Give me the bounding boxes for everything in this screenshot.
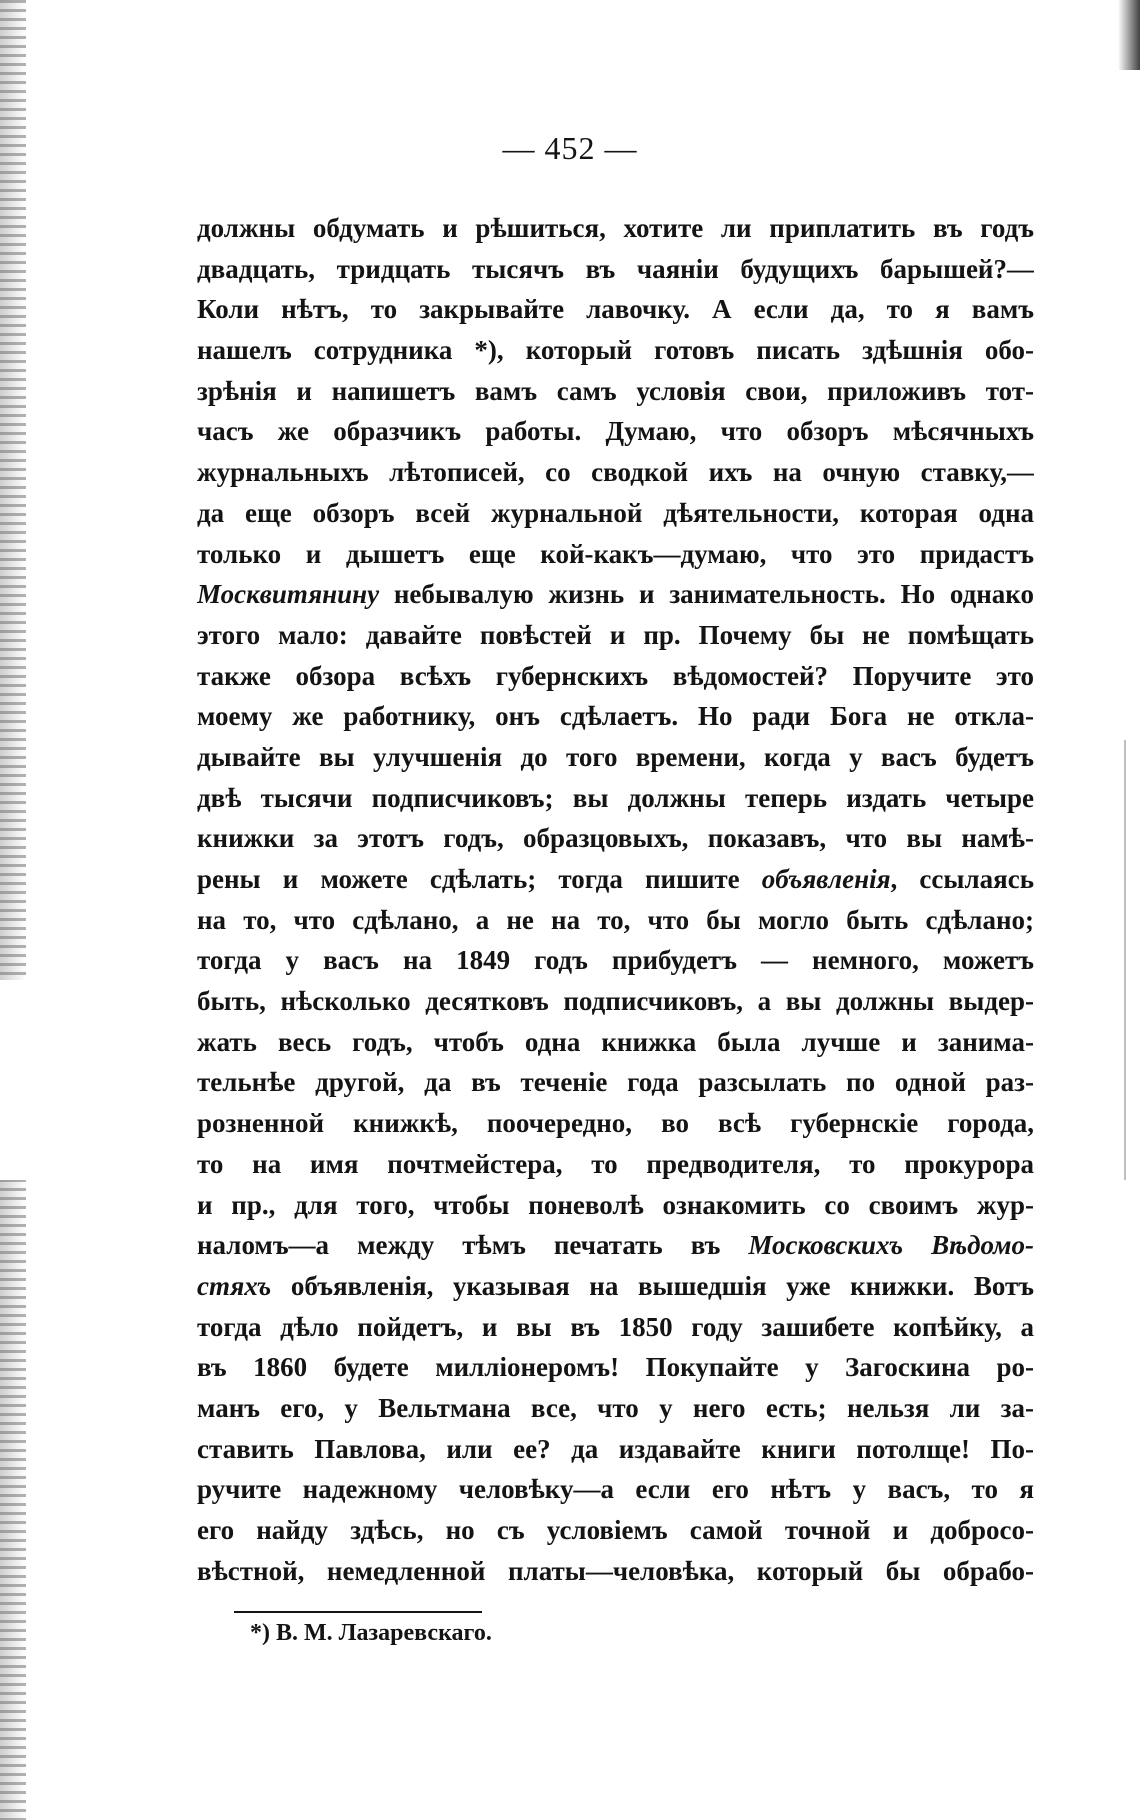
text-line (197, 1266, 1034, 1307)
text-run: должны обдумать и рѣшиться, хотите ли приплатить въ годъ (197, 213, 1034, 243)
italic-run: Московскихъ Вѣдомо- (748, 1230, 1034, 1261)
text-run: этого мало: давайте повѣстей и пр. Почему бы не помѣщать (197, 619, 1034, 650)
text-run: то на имя почтмейстера, то предводителя, то прокурора (197, 1148, 1034, 1179)
text-run: тогда дѣло пойдетъ, и вы въ 1850 году зашибете копѣйку, а (197, 1311, 1034, 1342)
text-line (197, 371, 1034, 412)
text-line (197, 534, 1034, 575)
text-line (197, 1388, 1034, 1429)
text-run: зрѣнія и напишетъ вамъ самъ условія свои, приложивъ тот- (197, 375, 1034, 406)
text-run: книжки за этотъ годъ, образцовыхъ, показавъ, что вы намѣ- (197, 823, 1034, 854)
text-run: на то, что сдѣлано, а не на то, что бы могло быть сдѣлано; (197, 904, 1034, 935)
text-line (197, 1469, 1034, 1510)
text-run: въ 1860 будете милліонеромъ! Покупайте у Загоскина ро- (197, 1352, 1034, 1383)
text-run: жать весь годъ, чтобъ одна книжка была лучше и занима- (197, 1026, 1034, 1057)
text-line (197, 1062, 1034, 1103)
italic-run: объявленія (761, 864, 891, 894)
text-line (197, 778, 1034, 819)
text-line (197, 1307, 1034, 1348)
text-run: часъ же образчикъ работы. Думаю, что обзоръ мѣсячныхъ (197, 416, 1034, 447)
footnote: *) В. М. Лазаревскаго. (250, 1620, 492, 1646)
text-run: и пр., для того, чтобы поневолѣ ознакомить со своимъ жур- (197, 1189, 1034, 1220)
text-line (197, 696, 1034, 737)
text-line (197, 940, 1034, 981)
text-line (197, 452, 1034, 493)
text-run: его найду здѣсь, но съ условіемъ самой точной и добросо- (197, 1515, 1034, 1545)
text-line (197, 859, 1034, 900)
text-run: объявленія, указывая на вышедшія уже книжки. Вотъ (271, 1270, 1034, 1301)
text-run: вѣстной, немедленной платы—человѣка, который бы обрабо- (197, 1555, 1034, 1586)
text-run: розненной книжкѣ, поочередно, во всѣ губернскіе города, (197, 1108, 1034, 1139)
text-run: быть, нѣсколько десятковъ подписчиковъ, а вы должны выдер- (197, 986, 1034, 1017)
text-line (197, 1185, 1034, 1226)
text-line (197, 208, 1034, 249)
scan-line-right (1124, 740, 1126, 1180)
page-number: — 452 — (502, 130, 638, 166)
text-line (197, 1347, 1034, 1388)
body-text (197, 208, 1034, 1591)
text-run: ставить Павлова, или ее? да издавайте книги потолще! По- (197, 1433, 1034, 1464)
text-run: ручите надежному человѣку—а если его нѣтъ у васъ, то я (197, 1474, 1034, 1505)
text-line (197, 289, 1034, 330)
text-run: только и дышетъ еще кой-какъ—думаю, что это придастъ (197, 538, 1034, 569)
text-run: также обзора всѣхъ губернскихъ вѣдомостей? Поручите это (197, 660, 1034, 691)
text-line (197, 1429, 1034, 1470)
footnote-rule (234, 1611, 482, 1613)
text-run: рены и можете сдѣлать; тогда пишите (197, 864, 762, 894)
text-run: нашелъ сотрудника *), который готовъ писать здѣшнія обо- (197, 335, 1034, 366)
text-run: дывайте вы улучшенія до того времени, когда у васъ будетъ (197, 741, 1034, 772)
text-run: тогда у васъ на 1849 годъ прибудетъ — немного, можетъ (197, 945, 1034, 976)
text-run: журнальныхъ лѣтописей, со сводкой ихъ на очную ставку,— (197, 457, 1034, 488)
text-run: небывалую жизнь и занимательность. Но однако (379, 579, 1034, 610)
text-run: наломъ—а между тѣмъ печатать въ (197, 1230, 749, 1261)
text-line (197, 493, 1034, 534)
text-line (197, 1103, 1034, 1144)
text-line (197, 574, 1034, 615)
text-line (197, 1144, 1034, 1185)
text-line (197, 1510, 1034, 1551)
text-line (197, 1551, 1034, 1592)
text-line (197, 411, 1034, 452)
text-line (197, 615, 1034, 656)
text-run: тельнѣе другой, да въ теченіе года разсылать по одной раз- (197, 1067, 1034, 1098)
text-line (197, 737, 1034, 778)
text-line (197, 1022, 1034, 1063)
text-line (197, 1225, 1034, 1266)
text-run: двѣ тысячи подписчиковъ; вы должны теперь издать четыре (197, 782, 1034, 813)
text-run: , ссылаясь (890, 864, 1034, 894)
text-line (197, 330, 1034, 371)
text-run: манъ его, у Вельтмана все, что у него есть; нельзя ли за- (197, 1392, 1034, 1423)
scan-shadow-gap (0, 980, 26, 1180)
text-run: моему же работнику, онъ сдѣлаетъ. Но ради Бога не откла- (197, 701, 1034, 732)
italic-run: стяхъ (197, 1270, 272, 1301)
text-line (197, 818, 1034, 859)
text-line (197, 249, 1034, 290)
italic-run: Москвитянину (197, 579, 380, 610)
text-run: Коли нѣтъ, то закрывайте лавочку. А если да, то я вамъ (197, 294, 1034, 325)
text-line (197, 981, 1034, 1022)
text-line (197, 656, 1034, 697)
text-run: да еще обзоръ всей журнальной дѣятельности, которая одна (197, 497, 1034, 528)
scan-shadow-left (0, 0, 26, 1820)
scan-shadow-corner (1118, 0, 1140, 70)
text-line (197, 900, 1034, 941)
text-run: двадцать, тридцать тысячъ въ чаяніи будущихъ барышей?— (197, 253, 1034, 284)
